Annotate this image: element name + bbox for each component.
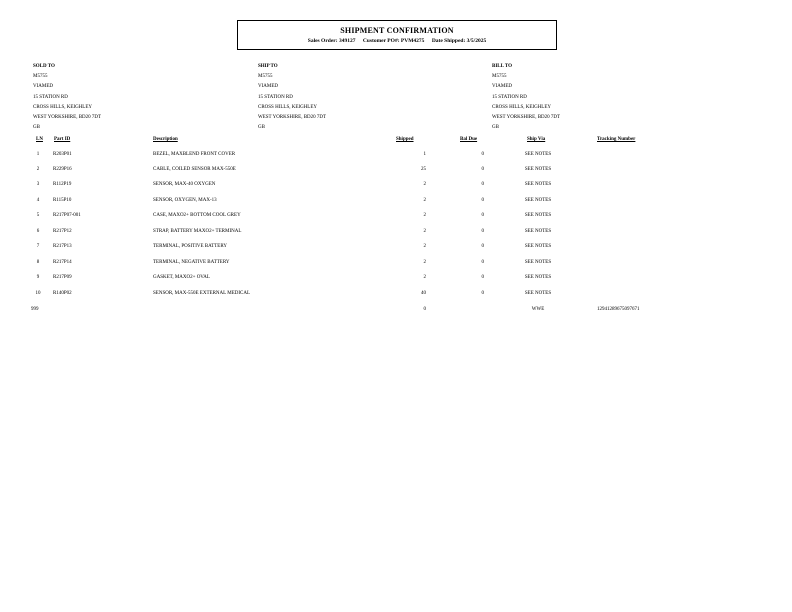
customer-po-label: Customer PO#: [362,38,400,44]
customer-po-group [363,38,425,44]
ship-to-line: VIAMED [258,84,278,90]
tracking-number[interactable]: 12941289675097671 [597,307,640,312]
sold-to-block [33,62,101,133]
cell-description: SENSOR, MAX-40 OXYGEN [153,182,216,187]
sold-to-line: CROSS HILLS, KEIGHLEY [33,104,93,110]
cell-part-id: R217P13 [53,244,72,249]
date-shipped-group [432,38,486,44]
sold-to-line: VIAMED [33,84,53,90]
date-shipped-value: 3/5/2025 [466,38,487,44]
sold-to-line: WEST YORKSHIRE, BD20 7DT [33,115,102,121]
cell-part-id: R112P19 [53,182,72,187]
ship-to-line: CROSS HILLS, KEIGHLEY [258,104,318,110]
cell-ln: 5 [36,213,40,218]
table-row [0,244,792,254]
cell-description: SENSOR, OXYGEN, MAX-13 [153,198,217,203]
cell-shipped: 2 [423,213,426,218]
cell-shipped: 2 [423,198,426,203]
cell-shipped: 25 [421,167,426,172]
cell-part-id: R203P01 [53,152,72,157]
cell-ship-via: SEE NOTES [524,182,552,187]
table-row [0,198,792,208]
table-row [0,167,792,177]
date-shipped-label: Date Shipped: [431,38,466,44]
cell-ln: 9 [36,275,40,280]
bill-to-line: 15 STATION RD [492,94,527,100]
sold-to-heading: SOLD TO [33,64,55,69]
cell-shipped: 1 [423,152,426,157]
total-ln: 999 [31,307,39,312]
cell-ship-via: SEE NOTES [524,229,552,234]
ship-to-line: WEST YORKSHIRE, BD20 7DT [258,115,327,121]
total-ship-via: WWE [531,307,545,312]
col-ln: LN [36,137,43,142]
bill-to-block [492,62,560,133]
cell-ln: 3 [36,182,40,187]
cell-ship-via: SEE NOTES [524,198,552,203]
customer-po-value: PVM4275 [400,38,425,44]
table-row [0,275,792,285]
bill-to-line: M5755 [492,74,507,80]
bill-to-line: CROSS HILLS, KEIGHLEY [492,104,552,110]
cell-bal-due: 0 [481,213,484,218]
cell-bal-due: 0 [481,167,484,172]
table-row [0,260,792,270]
table-row [0,152,792,162]
cell-description: TERMINAL, POSITIVE BATTERY [153,244,228,249]
cell-shipped: 2 [423,229,426,234]
sold-to-line: GB [33,125,40,131]
table-row [0,291,792,301]
cell-part-id: R140P02 [53,291,72,296]
cell-shipped: 40 [421,291,426,296]
cell-description: CASE, MAXO2+ BOTTOM COOL GREY [153,213,241,218]
ship-to-line: GB [258,125,265,131]
table-row [0,229,792,239]
cell-description: CABLE, COILED SENSOR MAX-550E [153,167,236,172]
cell-shipped: 2 [423,244,426,249]
ship-to-heading: SHIP TO [258,64,278,69]
col-shipped: Shipped [396,137,414,142]
cell-ship-via: SEE NOTES [524,152,552,157]
cell-ln: 8 [36,260,40,265]
cell-bal-due: 0 [481,182,484,187]
cell-bal-due: 0 [481,291,484,296]
order-info-line [238,38,556,44]
cell-part-id: R229P16 [53,167,72,172]
sales-order-group [308,38,356,44]
header-box [237,20,557,50]
cell-description: TERMINAL, NEGATIVE BATTERY [153,260,230,265]
cell-ln: 6 [36,229,40,234]
table-total-row [0,307,792,317]
cell-bal-due: 0 [481,198,484,203]
cell-ln: 4 [36,198,40,203]
cell-bal-due: 0 [481,275,484,280]
bill-to-line: GB [492,125,499,131]
col-description: Description [153,137,178,142]
cell-bal-due: 0 [481,229,484,234]
cell-part-id: R217P14 [53,260,72,265]
cell-ship-via: SEE NOTES [524,244,552,249]
cell-shipped: 2 [423,260,426,265]
cell-description: GASKET, MAXO2+ OVAL [153,275,210,280]
sales-order-value: 349127 [338,38,356,44]
ship-to-line: 15 STATION RD [258,94,293,100]
cell-ship-via: SEE NOTES [524,167,552,172]
cell-ln: 10 [35,291,41,296]
col-bal-due: Bal Due [460,137,478,142]
cell-description: STRAP, BATTERY MAXO2+ TERMINAL [153,229,242,234]
cell-description: SENSOR, MAX-550E EXTERNAL MEDICAL [153,291,251,296]
page-title: SHIPMENT CONFIRMATION [340,26,454,35]
cell-ln: 7 [36,244,40,249]
total-shipped: 0 [423,307,426,312]
sold-to-line: 15 STATION RD [33,94,68,100]
bill-to-heading: BILL TO [492,64,512,69]
cell-shipped: 2 [423,182,426,187]
cell-ln: 1 [36,152,40,157]
bill-to-line: WEST YORKSHIRE, BD20 7DT [492,115,561,121]
sales-order-label: Sales Order: [307,38,338,44]
col-part-id: Part ID [54,137,71,142]
ship-to-block [258,62,326,133]
cell-bal-due: 0 [481,244,484,249]
bill-to-line: VIAMED [492,84,512,90]
cell-part-id: R217P07-001 [53,213,81,218]
cell-part-id: R115P10 [53,198,72,203]
cell-bal-due: 0 [481,152,484,157]
cell-ship-via: SEE NOTES [524,213,552,218]
table-row [0,182,792,192]
ship-to-line: M5755 [258,74,273,80]
cell-shipped: 2 [423,275,426,280]
cell-part-id: R217P09 [53,275,72,280]
col-tracking: Tracking Number [597,137,636,142]
cell-ship-via: SEE NOTES [524,291,552,296]
cell-part-id: R217P12 [53,229,72,234]
cell-bal-due: 0 [481,260,484,265]
table-row [0,213,792,223]
cell-ln: 2 [36,167,40,172]
cell-ship-via: SEE NOTES [524,275,552,280]
cell-ship-via: SEE NOTES [524,260,552,265]
sold-to-line: M5755 [33,74,48,80]
col-ship-via: Ship Via [527,137,546,142]
cell-description: BEZEL, MAXBLEND FRONT COVER [153,152,236,157]
